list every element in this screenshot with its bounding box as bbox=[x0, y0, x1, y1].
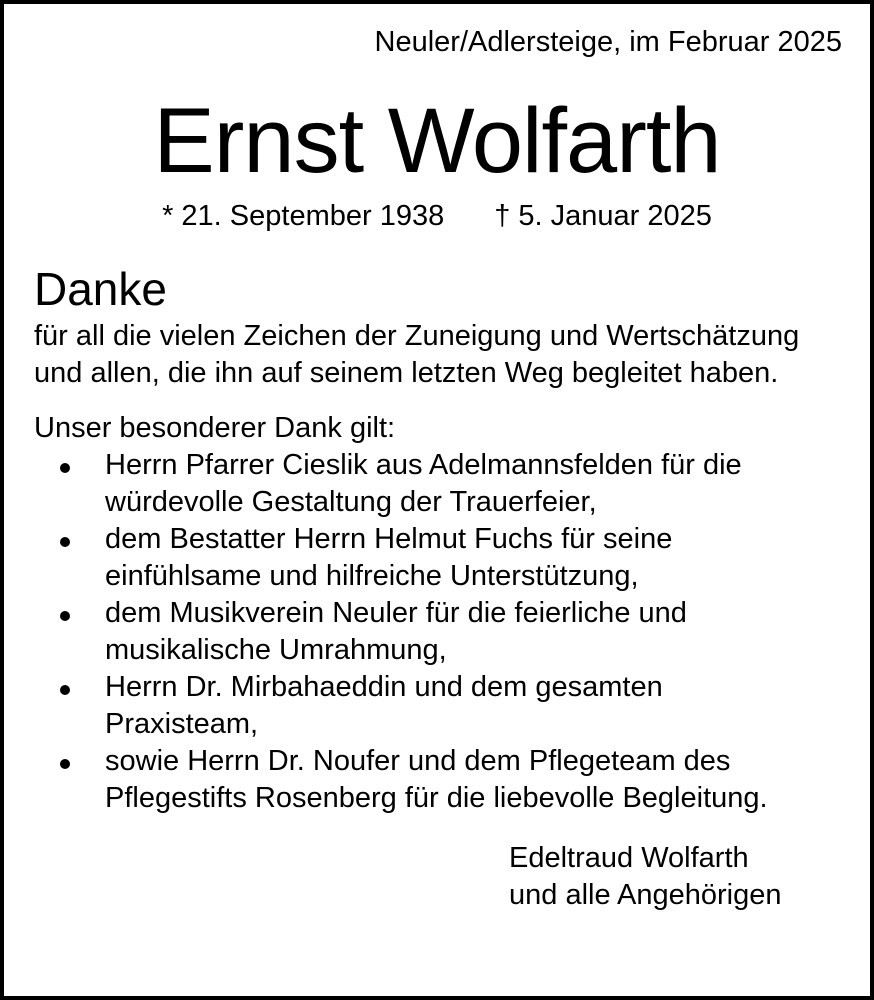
list-item bbox=[34, 669, 768, 743]
intro-line: für all die vielen Zeichen der Zuneigung und Wertschätzung bbox=[34, 320, 800, 352]
list-item-line: würdevolle Gestaltung der Trauerfeier, bbox=[105, 486, 597, 518]
bullet-icon bbox=[60, 463, 70, 473]
signature bbox=[509, 840, 782, 914]
signature-line: und alle Angehörigen bbox=[509, 879, 782, 911]
thanks-heading: Danke bbox=[34, 263, 167, 315]
list-item bbox=[34, 595, 768, 669]
list-item-line: Praxisteam, bbox=[105, 708, 259, 740]
list-item bbox=[34, 521, 768, 595]
thanks-list bbox=[34, 447, 768, 817]
list-item-line: dem Musikverein Neuler für die feierliche und bbox=[105, 597, 687, 629]
special-thanks-heading: Unser besonderer Dank gilt: bbox=[34, 412, 396, 444]
intro-line: und allen, die ihn auf seinem letzten Weg begleitet haben. bbox=[34, 357, 779, 389]
bullet-icon bbox=[60, 759, 70, 769]
thanks-intro bbox=[34, 318, 799, 392]
signature-line: Edeltraud Wolfarth bbox=[509, 842, 749, 874]
list-item-line: Herrn Dr. Mirbahaeddin und dem gesamten bbox=[105, 671, 663, 703]
list-item-line: Herrn Pfarrer Cieslik aus Adelmannsfelden für die bbox=[105, 449, 742, 481]
life-dates bbox=[4, 196, 870, 236]
list-item bbox=[34, 743, 768, 817]
death-date: † 5. Januar 2025 bbox=[494, 200, 712, 232]
bullet-icon bbox=[60, 611, 70, 621]
list-item-line: einfühlsame und hilfreiche Unterstützung, bbox=[105, 560, 639, 592]
list-item-line: dem Bestatter Herrn Helmut Fuchs für seine bbox=[105, 523, 673, 555]
deceased-name: Ernst Wolfarth bbox=[153, 90, 721, 192]
list-item bbox=[34, 447, 768, 521]
place-date: Neuler/Adlersteige, im Februar 2025 bbox=[374, 26, 842, 58]
bullet-icon bbox=[60, 685, 70, 695]
birth-date: * 21. September 1938 bbox=[162, 200, 445, 232]
list-item-line: Pflegestifts Rosenberg für die liebevolle Begleitung. bbox=[105, 782, 768, 814]
bullet-icon bbox=[60, 537, 70, 547]
list-item-line: sowie Herrn Dr. Noufer und dem Pflegeteam des bbox=[105, 745, 731, 777]
list-item-line: musikalische Umrahmung, bbox=[105, 634, 447, 666]
